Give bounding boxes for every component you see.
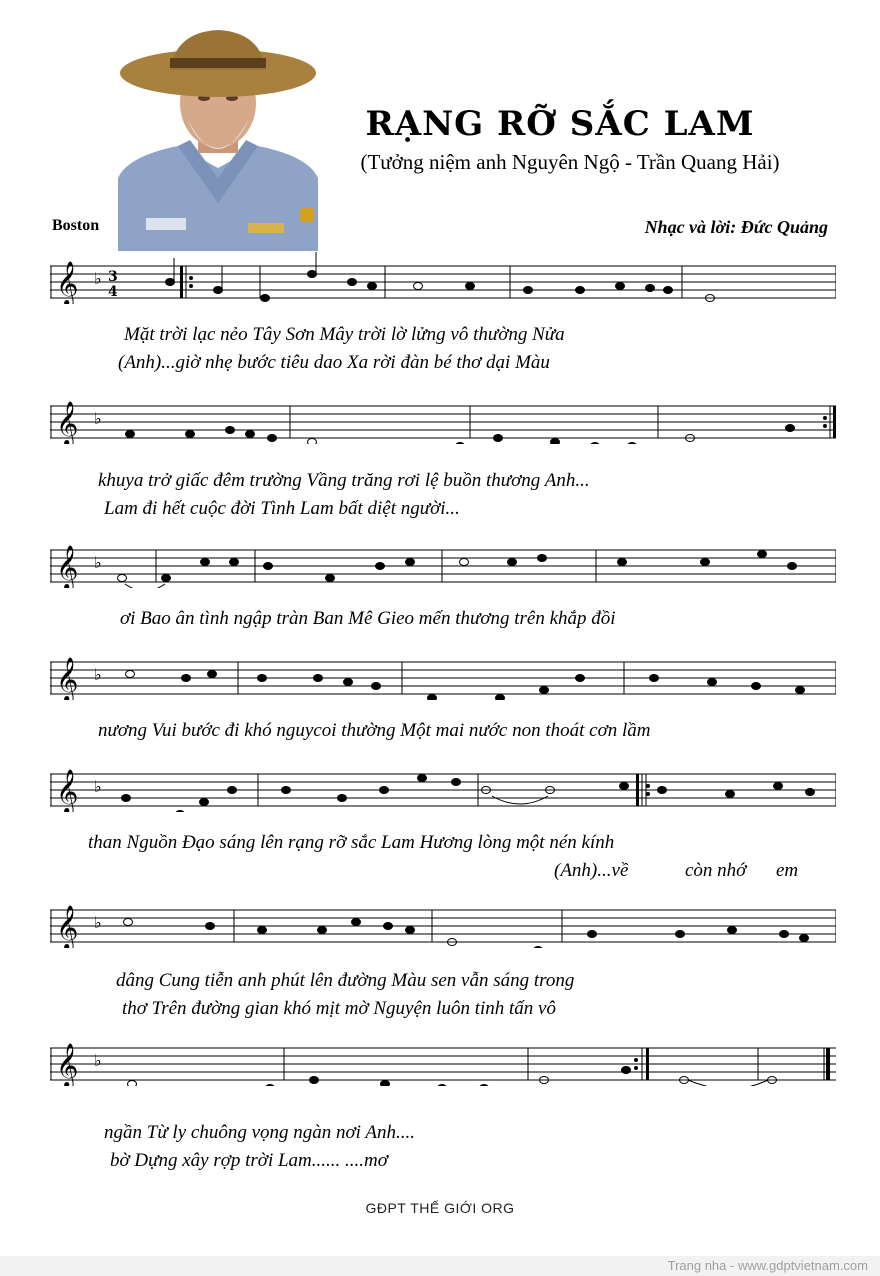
lyric-line-11: ngần Từ ly chuông vọng ngàn nơi Anh....	[104, 1122, 415, 1143]
svg-text:𝄞: 𝄞	[56, 261, 79, 304]
lyric-line-2: (Anh)...giờ nhẹ bước tiêu dao Xa rời đàn bé thơ dại Màu	[118, 352, 550, 373]
svg-text:♭: ♭	[94, 665, 102, 684]
staff-system-7	[50, 1034, 836, 1086]
svg-text:𝄞: 𝄞	[56, 545, 79, 588]
footer-credit: Trang nha - www.gdptvietnam.com	[667, 1258, 868, 1273]
time-sig-top: 3	[108, 269, 118, 285]
lyric-line-3: khuya trở giấc đêm trường Vầng trăng rơi lệ buồn thương Anh...	[98, 470, 590, 491]
svg-text:♭: ♭	[94, 913, 102, 932]
lyric-line-4: Lam đi hết cuộc đời Tình Lam bất diệt người...	[104, 498, 460, 519]
svg-text:𝄞: 𝄞	[56, 905, 79, 948]
lyric-line-10: thơ Trên đường gian khó mịt mờ Nguyện luôn tinh tấn vô	[122, 998, 556, 1019]
svg-text:𝄞: 𝄞	[56, 401, 79, 444]
portrait-photo	[118, 28, 318, 251]
style-label: Boston	[52, 217, 100, 234]
staff-system-3	[50, 536, 836, 588]
svg-text:𝄞: 𝄞	[56, 1043, 79, 1086]
svg-text:𝄞: 𝄞	[56, 769, 79, 812]
staff-system-6	[50, 896, 836, 948]
svg-text:♭: ♭	[94, 777, 102, 796]
lyric-line-1: Mặt trời lạc nẻo Tây Sơn Mây trời lờ lửng vô thường Nửa	[124, 324, 565, 345]
lyric-line-8-a: (Anh)...về	[554, 860, 629, 881]
lyric-line-8-b: còn nhớ	[685, 860, 747, 881]
lyric-line-6: nương Vui bước đi khó nguycoi thường Một mai nước non thoát cơn lầm	[98, 720, 651, 741]
time-sig-bottom: 4	[108, 284, 118, 300]
song-subtitle: (Tưởng niệm anh Nguyên Ngộ - Trần Quang Hải)	[360, 150, 780, 174]
lyric-line-9: dâng Cung tiễn anh phút lên đường Màu sen vẫn sáng trong	[116, 970, 575, 991]
svg-text:♭: ♭	[94, 409, 102, 428]
lyric-line-12: bờ Dựng xây rợp trời Lam...... ....mơ	[110, 1150, 388, 1171]
svg-text:♭: ♭	[94, 269, 102, 288]
lyric-line-5: ơi Bao ân tình ngập tràn Ban Mê Gieo mến thương trên khắp đồi	[120, 608, 616, 629]
composer-credit: Nhạc và lời: Đức Quảng	[644, 217, 828, 237]
staff-system-2	[50, 392, 836, 444]
svg-text:𝄞: 𝄞	[56, 657, 79, 700]
svg-text:♭: ♭	[94, 553, 102, 572]
staff-system-5	[50, 760, 836, 812]
staff-system-1	[50, 252, 836, 304]
staff-system-4	[50, 648, 836, 700]
song-title: RẠNG RỠ SẮC LAM	[365, 104, 755, 144]
lyric-line-8-c: em	[776, 860, 799, 881]
svg-text:♭: ♭	[94, 1051, 102, 1070]
footer-site-label: GĐPT THẾ GIỚI ORG	[365, 1200, 515, 1216]
lyric-line-7: than Nguồn Đạo sáng lên rạng rỡ sắc Lam Hương lòng một nén kính	[88, 832, 615, 853]
